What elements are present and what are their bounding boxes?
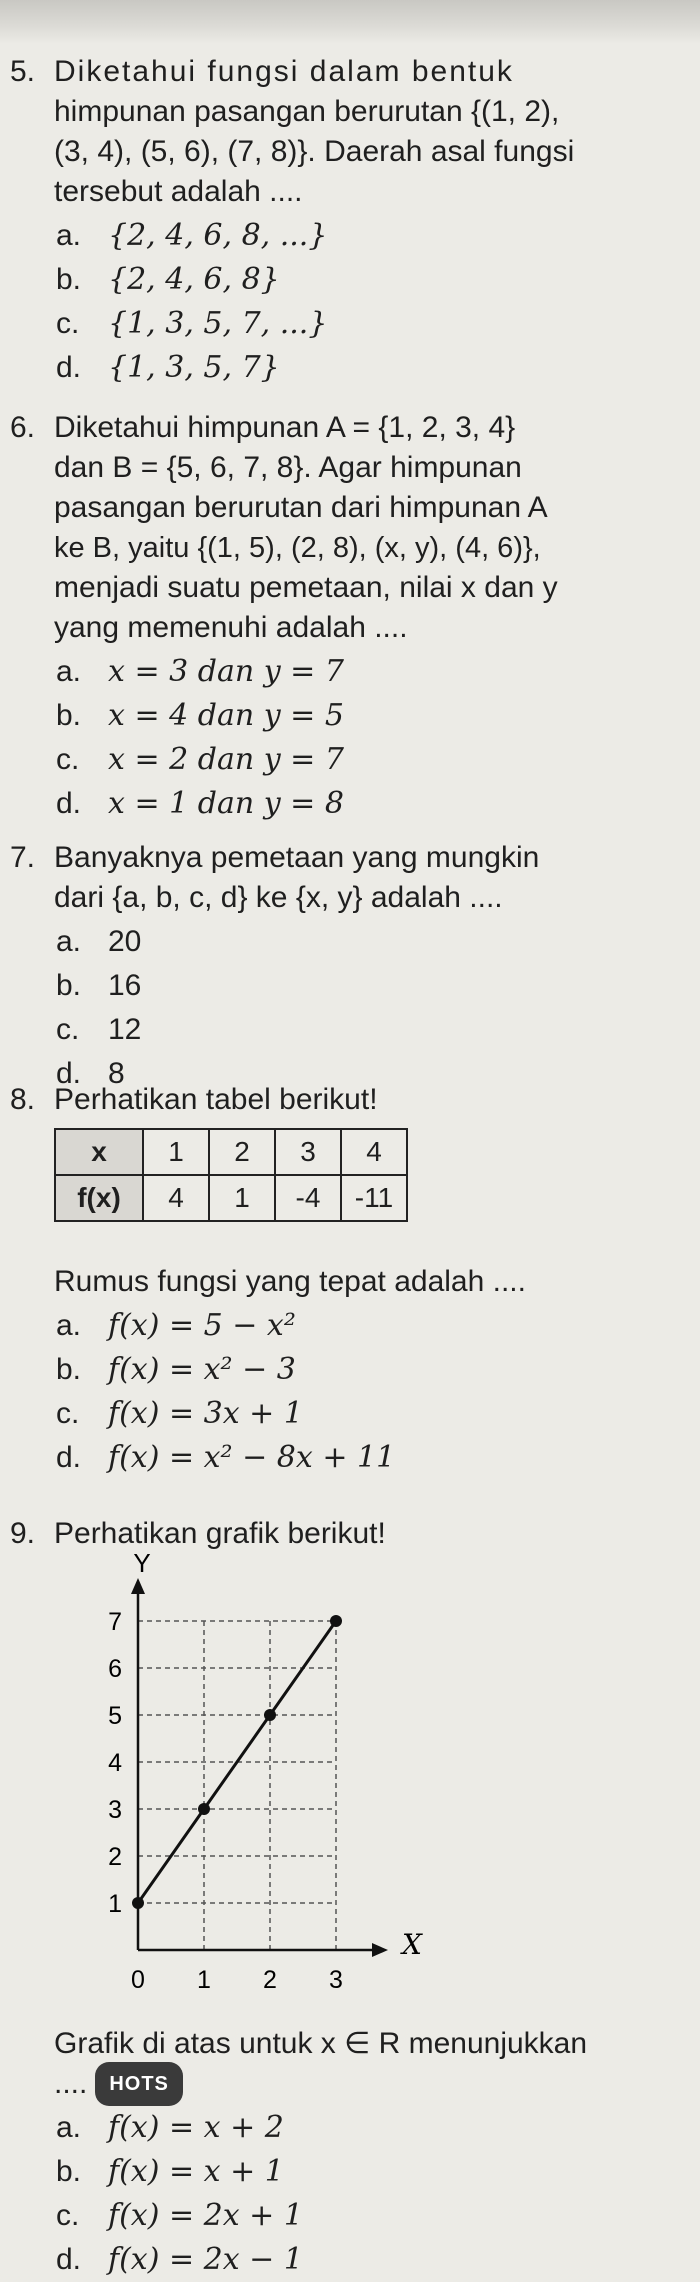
option-text: x = 1 dan y = 8	[108, 786, 344, 821]
option-text: f(x) = x² − 3	[108, 1352, 296, 1387]
option-d[interactable]	[54, 1436, 690, 1480]
data-point	[264, 1709, 276, 1721]
hots-badge: HOTS	[95, 2062, 183, 2106]
option-c[interactable]	[54, 2194, 690, 2238]
option-text: {2, 4, 6, 8}	[108, 262, 280, 297]
option-text: f(x) = 2x + 1	[108, 2198, 303, 2233]
option-text: x = 3 dan y = 7	[108, 654, 344, 689]
x-tick-label: 1	[197, 1966, 211, 1994]
option-c[interactable]	[54, 302, 690, 346]
function-table	[54, 1128, 408, 1222]
question-text: ke B, yaitu {(1, 5), (2, 8), (x, y), (4, 6)},	[54, 532, 541, 564]
option-text: {2, 4, 6, 8, ...}	[108, 218, 328, 253]
option-c[interactable]	[54, 1392, 690, 1436]
question-text: dan B = {5, 6, 7, 8}. Agar himpunan	[54, 451, 522, 484]
y-axis-label: Y	[133, 1548, 151, 1578]
question-number: 5.	[10, 55, 36, 88]
option-text: f(x) = x + 1	[108, 2154, 284, 2189]
option-b[interactable]	[54, 964, 690, 1008]
option-letter: a.	[56, 655, 82, 688]
option-text: 8	[108, 1057, 125, 1090]
question-text: menjadi suatu pemetaan, nilai x dan y	[54, 571, 558, 604]
option-b[interactable]	[54, 2150, 690, 2194]
question-7	[10, 838, 690, 1096]
option-letter: a.	[56, 1309, 82, 1342]
table-cell: 4	[341, 1129, 407, 1175]
option-letter: a.	[56, 925, 82, 958]
option-letter: b.	[56, 2155, 82, 2188]
option-b[interactable]	[54, 694, 690, 738]
x-tick-label: 0	[131, 1966, 145, 1994]
option-letter: b.	[56, 263, 82, 296]
question-text: Diketahui fungsi dalam bentuk	[54, 55, 514, 88]
option-text: {1, 3, 5, 7, ...}	[108, 306, 328, 341]
question-text: himpunan pasangan berurutan {(1, 2),	[54, 95, 560, 128]
option-letter: c.	[56, 1397, 80, 1430]
question-text: tersebut adalah ....	[54, 175, 303, 208]
y-tick-label: 5	[108, 1702, 122, 1730]
question-9	[10, 1514, 690, 2282]
option-a[interactable]	[54, 2106, 690, 2150]
x-axis-label: X	[402, 1928, 422, 1961]
option-c[interactable]	[54, 1008, 690, 1052]
question-number: 8.	[10, 1083, 36, 1116]
option-a[interactable]	[54, 214, 690, 258]
option-b[interactable]	[54, 1348, 690, 1392]
y-tick-label: 6	[108, 1655, 122, 1683]
option-letter: b.	[56, 699, 82, 732]
option-d[interactable]	[54, 782, 690, 826]
y-tick-label: 4	[108, 1749, 122, 1777]
option-letter: c.	[56, 2199, 80, 2232]
table-row	[55, 1129, 407, 1175]
option-letter: a.	[56, 2111, 82, 2144]
table-header-cell: f(x)	[55, 1175, 143, 1221]
table-cell: -4	[275, 1175, 341, 1221]
x-tick-label: 3	[329, 1966, 343, 1994]
option-b[interactable]	[54, 258, 690, 302]
option-text: 12	[108, 1013, 142, 1046]
data-point	[198, 1803, 210, 1815]
question-text: dari {a, b, c, d} ke {x, y} adalah ....	[54, 881, 503, 914]
x-tick-label: 2	[263, 1966, 277, 1994]
question-text: (3, 4), (5, 6), (7, 8)}. Daerah asal fungsi	[54, 135, 575, 168]
data-point	[330, 1615, 342, 1627]
option-text: x = 4 dan y = 5	[108, 698, 344, 733]
question-text: Banyaknya pemetaan yang mungkin	[54, 841, 540, 874]
question-6	[10, 408, 690, 826]
table-cell: 1	[143, 1129, 209, 1175]
y-axis-arrow	[131, 1578, 145, 1594]
table-header-cell: x	[55, 1129, 143, 1175]
option-letter: a.	[56, 219, 82, 252]
y-tick-label: 3	[108, 1796, 122, 1824]
y-tick-label: 1	[108, 1890, 122, 1918]
option-letter: d.	[56, 787, 82, 820]
option-text: x = 2 dan y = 7	[108, 742, 344, 777]
option-text: 20	[108, 925, 142, 958]
table-cell: 1	[209, 1175, 275, 1221]
option-letter: b.	[56, 1353, 82, 1386]
question-text: Perhatikan grafik berikut!	[54, 1517, 386, 1550]
option-a[interactable]	[54, 1304, 690, 1348]
question-5	[10, 52, 690, 390]
option-text: f(x) = 5 − x²	[108, 1308, 296, 1343]
option-c[interactable]	[54, 738, 690, 782]
question-text: Perhatikan tabel berikut!	[54, 1083, 378, 1116]
option-letter: d.	[56, 2243, 82, 2276]
y-tick-label: 2	[108, 1843, 122, 1871]
table-cell: 2	[209, 1129, 275, 1175]
y-tick-label: 7	[108, 1608, 122, 1636]
option-letter: c.	[56, 307, 80, 340]
option-a[interactable]	[54, 920, 690, 964]
question-text: Rumus fungsi yang tepat adalah ....	[54, 1265, 526, 1298]
option-letter: d.	[56, 351, 82, 384]
option-letter: d.	[56, 1057, 82, 1090]
option-d[interactable]	[54, 346, 690, 390]
line-graph	[54, 1548, 422, 2020]
question-number: 7.	[10, 841, 36, 874]
data-point	[132, 1897, 144, 1909]
option-letter: c.	[56, 1013, 80, 1046]
option-text: 16	[108, 969, 142, 1002]
option-letter: d.	[56, 1441, 82, 1474]
table-cell: 4	[143, 1175, 209, 1221]
question-number: 9.	[10, 1517, 36, 1550]
option-letter: c.	[56, 743, 80, 776]
graph-svg	[54, 1548, 422, 2020]
question-text: pasangan berurutan dari himpunan A	[54, 491, 548, 524]
option-text: f(x) = x + 2	[108, 2110, 284, 2145]
table-cell: -11	[341, 1175, 407, 1221]
option-text: f(x) = 3x + 1	[108, 1396, 303, 1431]
table-cell: 3	[275, 1129, 341, 1175]
option-text: f(x) = x² − 8x + 11	[108, 1440, 396, 1475]
question-text: Grafik di atas untuk x ∈ R menunjukkan	[54, 2027, 588, 2060]
option-a[interactable]	[54, 650, 690, 694]
option-text: f(x) = 2x − 1	[108, 2242, 303, 2277]
question-number: 6.	[10, 411, 36, 444]
question-8	[10, 1080, 690, 1480]
question-ellipsis: ....	[54, 2067, 88, 2100]
table-row	[55, 1175, 407, 1221]
option-d[interactable]	[54, 2238, 690, 2282]
option-text: {1, 3, 5, 7}	[108, 350, 280, 385]
question-text: yang memenuhi adalah ....	[54, 611, 408, 644]
question-text: Diketahui himpunan A = {1, 2, 3, 4}	[54, 411, 516, 444]
x-axis-arrow	[372, 1943, 388, 1957]
option-letter: b.	[56, 969, 82, 1002]
